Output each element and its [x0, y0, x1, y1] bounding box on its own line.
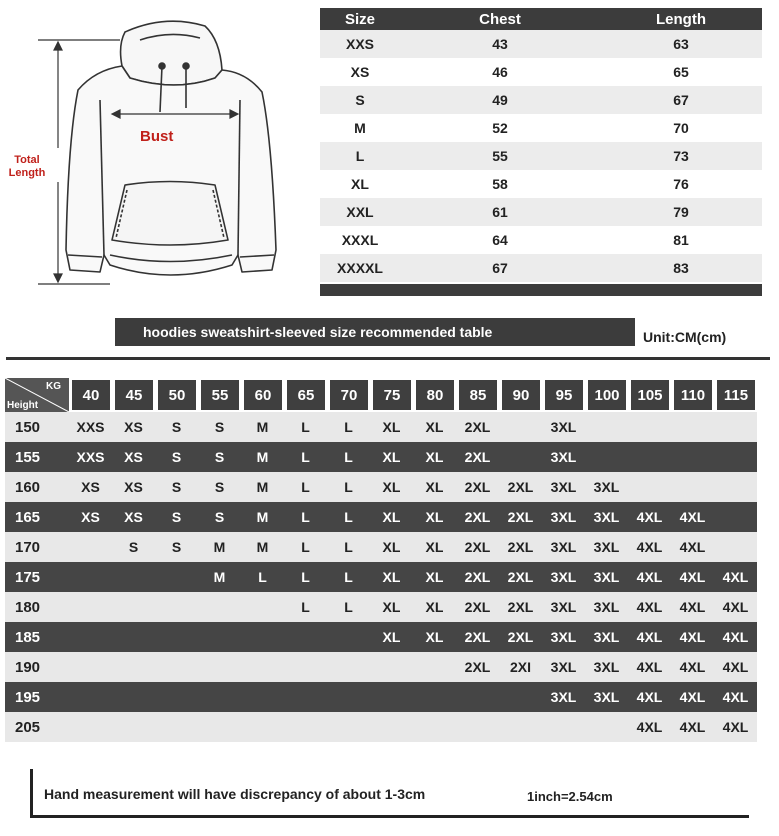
size-recommendation-cell: XL — [425, 419, 444, 435]
size-recommendation-cell — [284, 652, 327, 682]
grid-row — [5, 592, 757, 622]
size-recommendation-cell: 2XL — [464, 509, 491, 525]
size-table-row — [320, 198, 762, 226]
size-recommendation-cell: XXS — [76, 449, 105, 465]
size-recommendation-cell — [456, 712, 499, 742]
size-recommendation-cell — [714, 472, 757, 502]
size-recommendation-cell — [198, 592, 241, 622]
size-recommendation-cell: XS — [124, 479, 143, 495]
size-recommendation-cell: 4XL — [679, 659, 706, 675]
length-cell: 81 — [673, 232, 689, 248]
size-recommendation-cell — [370, 652, 413, 682]
size-recommendation-cell: XS — [124, 509, 143, 525]
size-recommendation-cell: 3XL — [593, 659, 620, 675]
size-recommendation-cell — [714, 532, 757, 562]
size-recommendation-cell — [714, 412, 757, 442]
size-recommendation-cell — [112, 562, 155, 592]
size-recommendation-cell: XL — [382, 599, 401, 615]
size-table-row — [320, 226, 762, 254]
size-table-row — [320, 114, 762, 142]
weight-header-cell: 60 — [244, 380, 282, 410]
size-recommendation-cell: S — [214, 419, 225, 435]
size-recommendation-cell: 3XL — [593, 509, 620, 525]
size-recommendation-cell: S — [214, 449, 225, 465]
size-recommendation-cell: 2XL — [507, 599, 534, 615]
size-recommendation-cell: 4XL — [679, 539, 706, 555]
size-recommendation-cell — [327, 712, 370, 742]
size-recommendation-cell: S — [128, 539, 139, 555]
size-recommendation-cell: 2XL — [464, 569, 491, 585]
size-recommendation-cell: 2XL — [464, 419, 491, 435]
size-recommendation-cell: 4XL — [679, 599, 706, 615]
size-recommendation-cell: 2XI — [509, 659, 531, 675]
size-table-row — [320, 254, 762, 282]
size-recommendation-cell: 2XL — [507, 539, 534, 555]
size-recommendation-cell — [585, 712, 628, 742]
height-cell: 175 — [15, 568, 41, 586]
size-recommendation-cell: XS — [124, 419, 143, 435]
weight-header-cell: 75 — [373, 380, 411, 410]
size-recommendation-cell: 4XL — [679, 719, 706, 735]
size-recommendation-cell: L — [344, 419, 353, 435]
size-recommendation-cell: 2XL — [464, 599, 491, 615]
height-axis-label: Height — [7, 400, 39, 411]
size-recommendation-cell — [69, 592, 112, 622]
size-cell: XXL — [346, 204, 374, 220]
grid-row — [5, 442, 757, 472]
size-recommendation-cell: 3XL — [593, 539, 620, 555]
grid-header-row — [5, 378, 757, 412]
header-length: Length — [656, 10, 706, 28]
size-recommendation-cell: L — [344, 509, 353, 525]
size-cell: XXXL — [341, 232, 379, 248]
size-recommendation-cell: 2XL — [464, 629, 491, 645]
size-recommendation-cell — [198, 712, 241, 742]
chest-cell: 67 — [492, 260, 508, 276]
length-cell: 63 — [673, 36, 689, 52]
size-recommendation-cell: M — [256, 419, 269, 435]
size-recommendation-cell: XS — [124, 449, 143, 465]
size-recommendation-cell: XL — [425, 569, 444, 585]
size-recommendation-cell — [499, 712, 542, 742]
size-recommendation-cell: XL — [382, 629, 401, 645]
size-recommendation-cell: 2XL — [464, 659, 491, 675]
size-cell: XXXXL — [337, 260, 383, 276]
grid-row — [5, 472, 757, 502]
size-recommendation-cell — [714, 502, 757, 532]
size-recommendation-cell — [413, 682, 456, 712]
size-recommendation-cell — [628, 412, 671, 442]
size-recommendation-cell — [112, 592, 155, 622]
size-cell: L — [355, 148, 365, 164]
weight-header-cell: 50 — [158, 380, 196, 410]
size-recommendation-cell: 4XL — [636, 539, 663, 555]
size-recommendation-cell: L — [301, 539, 310, 555]
size-recommendation-cell — [241, 622, 284, 652]
length-cell: 83 — [673, 260, 689, 276]
height-cell: 150 — [15, 418, 41, 436]
size-recommendation-cell — [671, 412, 714, 442]
size-recommendation-cell — [284, 682, 327, 712]
length-cell: 67 — [673, 92, 689, 108]
divider — [6, 357, 770, 360]
size-recommendation-cell: XL — [425, 509, 444, 525]
size-recommendation-cell — [499, 412, 542, 442]
weight-header-cell: 100 — [588, 380, 626, 410]
size-recommendation-grid — [5, 378, 757, 742]
weight-header-cell: 45 — [115, 380, 153, 410]
size-recommendation-cell: L — [344, 539, 353, 555]
size-recommendation-cell: 4XL — [636, 569, 663, 585]
size-recommendation-cell: 3XL — [550, 539, 577, 555]
size-recommendation-cell: 3XL — [550, 689, 577, 705]
size-recommendation-cell: S — [171, 479, 182, 495]
size-recommendation-cell — [499, 682, 542, 712]
length-cell: 70 — [673, 120, 689, 136]
weight-header-cell: 85 — [459, 380, 497, 410]
height-cell: 180 — [15, 598, 41, 616]
size-recommendation-cell: 4XL — [722, 719, 749, 735]
size-recommendation-cell: L — [301, 419, 310, 435]
height-cell: 185 — [15, 628, 41, 646]
size-recommendation-cell: 2XL — [507, 569, 534, 585]
height-cell: 190 — [15, 658, 41, 676]
size-recommendation-cell: L — [344, 479, 353, 495]
size-recommendation-cell: M — [213, 569, 226, 585]
chest-cell: 52 — [492, 120, 508, 136]
size-cell: XS — [350, 64, 370, 80]
size-recommendation-cell — [69, 652, 112, 682]
chest-cell: 64 — [492, 232, 508, 248]
size-recommendation-cell — [112, 682, 155, 712]
height-cell: 155 — [15, 448, 41, 466]
size-recommendation-cell: 2XL — [507, 509, 534, 525]
size-recommendation-cell: S — [214, 479, 225, 495]
grid-corner-cell — [5, 378, 69, 412]
size-cell: S — [355, 92, 365, 108]
chest-cell: 58 — [492, 176, 508, 192]
size-recommendation-cell — [155, 592, 198, 622]
size-table-row — [320, 58, 762, 86]
size-recommendation-cell: 3XL — [593, 689, 620, 705]
size-cell: M — [354, 120, 366, 136]
size-recommendation-cell: XL — [382, 569, 401, 585]
size-recommendation-cell — [284, 712, 327, 742]
size-recommendation-cell: L — [301, 479, 310, 495]
size-recommendation-cell — [327, 682, 370, 712]
size-recommendation-cell — [155, 562, 198, 592]
size-table-row — [320, 170, 762, 198]
size-recommendation-cell — [542, 712, 585, 742]
size-recommendation-cell: XL — [425, 599, 444, 615]
size-recommendation-cell — [112, 712, 155, 742]
total-length-label: Total Length — [8, 154, 46, 179]
size-recommendation-cell — [198, 652, 241, 682]
size-recommendation-cell: 2XL — [464, 479, 491, 495]
size-recommendation-cell: 2XL — [464, 539, 491, 555]
size-recommendation-cell: 4XL — [722, 569, 749, 585]
size-recommendation-cell — [628, 472, 671, 502]
size-recommendation-cell — [155, 652, 198, 682]
size-recommendation-cell — [241, 682, 284, 712]
chest-cell: 61 — [492, 204, 508, 220]
size-recommendation-cell — [69, 532, 112, 562]
size-recommendation-cell: XL — [382, 479, 401, 495]
size-table-header — [320, 8, 762, 30]
size-recommendation-cell: S — [171, 449, 182, 465]
size-recommendation-cell: S — [214, 509, 225, 525]
size-recommendation-cell: XL — [425, 449, 444, 465]
size-recommendation-cell: 2XL — [464, 449, 491, 465]
size-recommendation-cell — [155, 682, 198, 712]
size-recommendation-cell: 4XL — [722, 629, 749, 645]
weight-header-cell: 65 — [287, 380, 325, 410]
size-recommendation-cell: M — [213, 539, 226, 555]
weight-header-cell: 115 — [717, 380, 755, 410]
size-recommendation-cell: 3XL — [550, 449, 577, 465]
size-recommendation-cell — [327, 652, 370, 682]
weight-header-cell: 90 — [502, 380, 540, 410]
discrepancy-note: Hand measurement will have discrepancy of about 1-3cm — [44, 786, 426, 802]
weight-header-cell: 55 — [201, 380, 239, 410]
size-recommendation-cell: M — [256, 509, 269, 525]
size-recommendation-cell: XS — [81, 509, 100, 525]
weight-header-cell: 80 — [416, 380, 454, 410]
size-recommendation-cell: XXS — [76, 419, 105, 435]
size-recommendation-cell: XL — [382, 539, 401, 555]
size-recommendation-cell — [69, 682, 112, 712]
weight-header-cell: 40 — [72, 380, 110, 410]
length-cell: 79 — [673, 204, 689, 220]
size-recommendation-cell: L — [344, 569, 353, 585]
length-cell: 65 — [673, 64, 689, 80]
size-recommendation-cell — [585, 442, 628, 472]
size-recommendation-cell — [112, 652, 155, 682]
size-table-row — [320, 86, 762, 114]
size-recommendation-cell — [69, 622, 112, 652]
size-recommendation-cell: 3XL — [550, 509, 577, 525]
size-recommendation-cell — [112, 622, 155, 652]
size-recommendation-cell: L — [301, 599, 310, 615]
size-recommendation-cell: 4XL — [722, 599, 749, 615]
size-recommendation-cell — [69, 562, 112, 592]
size-recommendation-cell: L — [258, 569, 267, 585]
chest-cell: 43 — [492, 36, 508, 52]
unit-label: Unit:CM(cm) — [643, 329, 727, 345]
bust-label: Bust — [140, 128, 174, 145]
header-size: Size — [344, 10, 375, 28]
length-cell: 73 — [673, 148, 689, 164]
size-table-footer-bar — [320, 284, 762, 296]
size-recommendation-cell — [155, 712, 198, 742]
size-cell: XL — [351, 176, 369, 192]
chest-cell: 49 — [492, 92, 508, 108]
size-recommendation-cell — [370, 682, 413, 712]
conversion-note: 1inch=2.54cm — [527, 789, 613, 804]
size-recommendation-cell: 4XL — [679, 689, 706, 705]
size-table-row — [320, 30, 762, 58]
size-recommendation-cell: 3XL — [593, 599, 620, 615]
size-recommendation-cell — [714, 442, 757, 472]
size-recommendation-cell: XS — [81, 479, 100, 495]
size-recommendation-cell — [499, 442, 542, 472]
size-recommendation-cell: 3XL — [550, 629, 577, 645]
size-recommendation-cell: L — [344, 449, 353, 465]
size-recommendation-cell — [671, 472, 714, 502]
height-cell: 195 — [15, 688, 41, 706]
size-recommendation-cell: 2XL — [507, 629, 534, 645]
size-recommendation-cell: 4XL — [679, 509, 706, 525]
size-recommendation-cell: S — [171, 509, 182, 525]
grid-row — [5, 562, 757, 592]
height-cell: 170 — [15, 538, 41, 556]
size-recommendation-cell: XL — [425, 479, 444, 495]
size-recommendation-cell: S — [171, 539, 182, 555]
size-recommendation-cell: L — [301, 509, 310, 525]
chest-cell: 55 — [492, 148, 508, 164]
size-recommendation-cell: 4XL — [722, 689, 749, 705]
size-recommendation-cell: 4XL — [679, 569, 706, 585]
grid-row — [5, 412, 757, 442]
size-recommendation-cell: 3XL — [550, 599, 577, 615]
grid-row — [5, 712, 757, 742]
size-recommendation-cell — [198, 682, 241, 712]
size-recommendation-cell — [628, 442, 671, 472]
size-recommendation-cell: M — [256, 479, 269, 495]
size-recommendation-cell: XL — [425, 629, 444, 645]
size-recommendation-cell — [198, 622, 241, 652]
grid-row — [5, 622, 757, 652]
size-recommendation-cell — [284, 622, 327, 652]
size-recommendation-cell: 3XL — [593, 629, 620, 645]
hoodie-outline-illustration — [0, 0, 320, 300]
size-recommendation-cell: XL — [382, 419, 401, 435]
size-recommendation-cell: L — [301, 449, 310, 465]
size-recommendation-cell: 4XL — [636, 509, 663, 525]
size-recommendation-cell — [456, 682, 499, 712]
size-table-row — [320, 142, 762, 170]
grid-row — [5, 652, 757, 682]
weight-header-cell: 105 — [631, 380, 669, 410]
chest-cell: 46 — [492, 64, 508, 80]
weight-header-cell: 95 — [545, 380, 583, 410]
size-recommendation-cell — [155, 622, 198, 652]
size-recommendation-cell — [69, 712, 112, 742]
size-recommendation-cell: 3XL — [593, 479, 620, 495]
size-recommendation-cell: XL — [425, 539, 444, 555]
size-recommendation-cell: M — [256, 539, 269, 555]
header-chest: Chest — [479, 10, 521, 28]
weight-axis-label: KG — [46, 381, 61, 392]
size-recommendation-cell: 2XL — [507, 479, 534, 495]
height-cell: 160 — [15, 478, 41, 496]
size-recommendation-cell: 4XL — [636, 629, 663, 645]
size-recommendation-cell: L — [301, 569, 310, 585]
size-recommendation-cell: XL — [382, 509, 401, 525]
size-recommendation-cell: 3XL — [593, 569, 620, 585]
size-recommendation-cell — [370, 712, 413, 742]
size-recommendation-cell — [327, 622, 370, 652]
size-recommendation-cell: 3XL — [550, 479, 577, 495]
recommend-table-banner: hoodies sweatshirt-sleeved size recommended table — [115, 318, 635, 346]
size-recommendation-cell — [241, 712, 284, 742]
grid-row — [5, 532, 757, 562]
height-cell: 205 — [15, 718, 41, 736]
size-recommendation-cell: 4XL — [636, 689, 663, 705]
size-recommendation-cell: 4XL — [636, 719, 663, 735]
size-recommendation-cell: S — [171, 419, 182, 435]
size-recommendation-cell — [241, 652, 284, 682]
grid-row — [5, 682, 757, 712]
size-recommendation-cell — [671, 442, 714, 472]
size-recommendation-cell: L — [344, 599, 353, 615]
size-measurement-table — [320, 8, 762, 296]
size-recommendation-cell — [585, 412, 628, 442]
size-recommendation-cell: 4XL — [636, 599, 663, 615]
size-recommendation-cell — [241, 592, 284, 622]
grid-row — [5, 502, 757, 532]
size-recommendation-cell: M — [256, 449, 269, 465]
size-recommendation-cell — [413, 712, 456, 742]
weight-header-cell: 110 — [674, 380, 712, 410]
weight-header-cell: 70 — [330, 380, 368, 410]
size-cell: XXS — [345, 36, 374, 52]
size-recommendation-cell: 4XL — [722, 659, 749, 675]
height-cell: 165 — [15, 508, 41, 526]
length-cell: 76 — [673, 176, 689, 192]
size-recommendation-cell: 4XL — [636, 659, 663, 675]
size-recommendation-cell: 4XL — [679, 629, 706, 645]
size-recommendation-cell: XL — [382, 449, 401, 465]
size-recommendation-cell: 3XL — [550, 569, 577, 585]
size-recommendation-cell: 3XL — [550, 659, 577, 675]
size-recommendation-cell — [413, 652, 456, 682]
size-recommendation-cell: 3XL — [550, 419, 577, 435]
